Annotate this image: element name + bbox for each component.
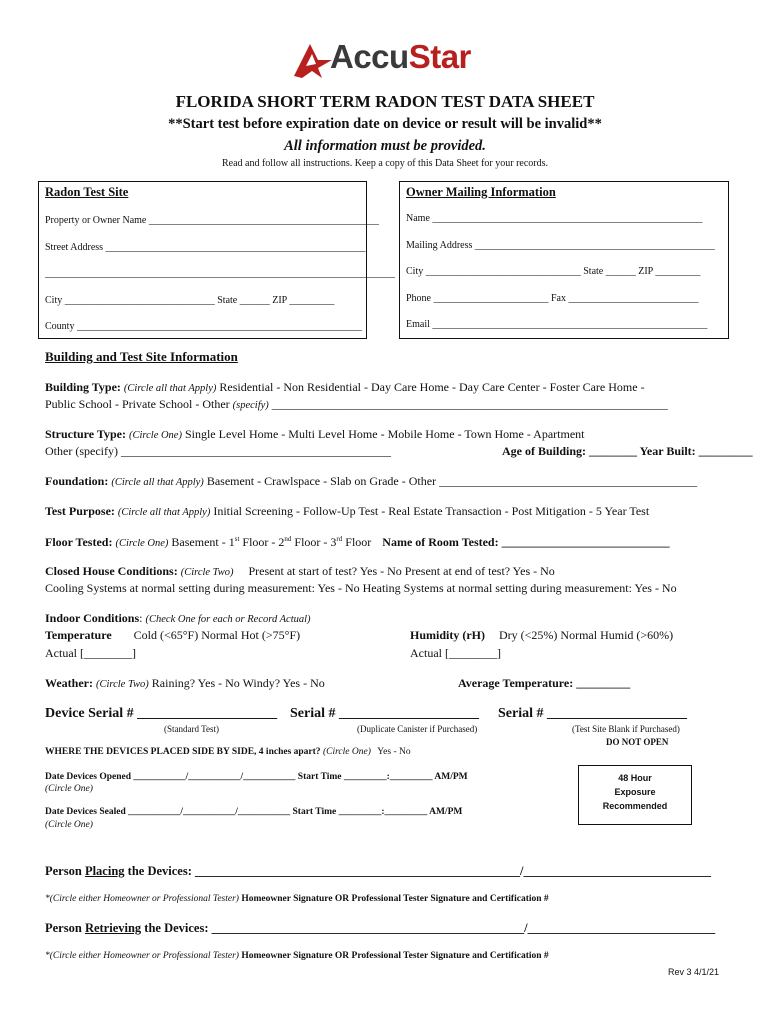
age-building-field[interactable]: Age of Building: ________ Year Built: _________ bbox=[502, 444, 753, 458]
foundation-options[interactable]: Basement - Crawlspace - Slab on Grade - Other ___________________________________________ bbox=[206, 474, 698, 488]
floor-options[interactable]: Basement - 1st Floor - 2nd Floor - 3rd Floor bbox=[171, 535, 372, 549]
property-owner-name-field[interactable]: Property or Owner Name ______________________________________________ bbox=[45, 215, 379, 226]
average-temperature-field[interactable]: Average Temperature: _________ bbox=[458, 676, 631, 690]
structure-type-options[interactable]: Single Level Home - Multi Level Home - Mobile Home - Town Home - Apartment bbox=[184, 427, 585, 441]
duplicate-canister-caption: (Duplicate Canister if Purchased) bbox=[357, 724, 478, 734]
revision-label: Rev 3 4/1/21 bbox=[668, 967, 720, 977]
building-section-heading: Building and Test Site Information bbox=[45, 349, 238, 364]
humidity-options[interactable]: Dry (<25%) Normal Humid (>60%) bbox=[499, 628, 674, 642]
building-type-row2: Public School - Private School - Other (specify) __________________________________________________________________ bbox=[45, 397, 668, 411]
radon-test-site-box bbox=[38, 181, 395, 339]
temperature-row: Temperature Cold (<65°F) Normal Hot (>75°F) bbox=[45, 628, 301, 642]
standard-test-caption: (Standard Test) bbox=[164, 724, 219, 734]
device-serial-2-field[interactable]: Serial # ____________________ bbox=[290, 706, 479, 721]
floor-tested-row: Floor Tested: (Circle One) Basement - 1st Floor - 2nd Floor - 3rd Floor Name of Room Tested: ____________________________ bbox=[45, 535, 670, 549]
county-field[interactable]: County _________________________________________________________ bbox=[45, 321, 362, 332]
test-purpose-row: Test Purpose: (Circle all that Apply) Initial Screening - Follow-Up Test - Real Estate Transaction - Post Mitigation - 5 Year Test bbox=[45, 504, 650, 518]
device-serial-3-field[interactable]: Serial # ____________________ bbox=[498, 706, 687, 721]
person-placing-field[interactable]: Person Placing the Devices: ____________________________________________________/______________________________ bbox=[45, 864, 711, 878]
humidity-actual-field[interactable]: Actual [________] bbox=[410, 646, 501, 660]
building-type-row: Building Type: (Circle all that Apply) Residential - Non Residential - Day Care Home - Day Care Center - Foster Care Home - bbox=[45, 380, 645, 394]
owner-mailing-heading: Owner Mailing Information bbox=[406, 185, 556, 199]
phone-fax-field[interactable]: Phone _______________________ Fax __________________________ bbox=[406, 293, 699, 304]
placing-signature-note: *(Circle either Homeowner or Professional Tester) Homeowner Signature OR Professional Tester Signature and Certification # bbox=[45, 894, 549, 904]
building-type-other-field[interactable]: __________________________________________________________________ bbox=[271, 397, 668, 411]
side-by-side-options[interactable]: Yes - No bbox=[377, 747, 411, 757]
sealed-circle-hint: (Circle One) bbox=[45, 820, 93, 830]
room-tested-field[interactable]: Name of Room Tested: ____________________________ bbox=[382, 535, 670, 549]
logo-wordmark: AccuStar bbox=[330, 38, 471, 75]
date-opened-field[interactable]: Date Devices Opened ___________/___________/___________ Start Time _________:_________ AM/PM bbox=[45, 772, 468, 782]
owner-name-field[interactable]: Name ______________________________________________________ bbox=[406, 213, 703, 224]
street-address-line2-field[interactable]: ______________________________________________________________________ bbox=[45, 268, 395, 279]
opened-circle-hint: (Circle One) bbox=[45, 784, 93, 794]
exposure-recommendation-box: 48 Hour Exposure Recommended bbox=[578, 765, 692, 825]
owner-mailing-box bbox=[399, 181, 729, 339]
closed-house-row: Closed House Conditions: (Circle Two) Present at start of test? Yes - No Present at end of test? Yes - No bbox=[45, 564, 555, 578]
person-retrieving-field[interactable]: Person Retrieving the Devices: __________________________________________________/______________________________ bbox=[45, 921, 716, 935]
accustar-logo bbox=[292, 40, 482, 80]
owner-city-state-zip-field[interactable]: City _______________________________ State ______ ZIP _________ bbox=[406, 266, 701, 277]
retrieving-signature-note: *(Circle either Homeowner or Professional Tester) Homeowner Signature OR Professional Tester Signature and Certification # bbox=[45, 951, 549, 961]
foundation-row: Foundation: (Circle all that Apply) Basement - Crawlspace - Slab on Grade - Other ___________________________________________ bbox=[45, 474, 698, 488]
test-site-blank-caption: (Test Site Blank if Purchased) bbox=[572, 724, 680, 734]
device-serial-1-field[interactable]: Device Serial # ____________________ bbox=[45, 706, 278, 721]
page-title: FLORIDA SHORT TERM RADON TEST DATA SHEET bbox=[175, 92, 595, 111]
instructions-text: Read and follow all instructions. Keep a copy of this Data Sheet for your records. bbox=[221, 158, 549, 169]
date-sealed-field[interactable]: Date Devices Sealed ___________/___________/___________ Start Time _________:_________ AM/PM bbox=[45, 807, 463, 817]
street-address-field[interactable]: Street Address ____________________________________________________ bbox=[45, 242, 366, 253]
do-not-open-label: DO NOT OPEN bbox=[606, 737, 669, 747]
indoor-conditions-row: Indoor Conditions: (Check One for each or Record Actual) bbox=[45, 611, 311, 625]
structure-type-row: Structure Type: (Circle One) Single Level Home - Multi Level Home - Mobile Home - Town Home - Apartment bbox=[45, 427, 585, 441]
side-by-side-row: WHERE THE DEVICES PLACED SIDE BY SIDE, 4 inches apart? (Circle One) Yes - No bbox=[45, 747, 411, 757]
weather-options[interactable]: Raining? Yes - No Windy? Yes - No bbox=[151, 676, 325, 690]
mailing-address-field[interactable]: Mailing Address ________________________________________________ bbox=[406, 240, 715, 251]
building-type-options-2[interactable]: Public School - Private School - Other bbox=[45, 397, 230, 411]
temperature-actual-field[interactable]: Actual [________] bbox=[45, 646, 136, 660]
weather-row: Weather: (Circle Two) Raining? Yes - No Windy? Yes - No bbox=[45, 676, 325, 690]
expiration-warning: **Start test before expiration date on device or result will be invalid** bbox=[168, 116, 602, 132]
building-type-options[interactable]: Residential - Non Residential - Day Care Home - Day Care Center - Foster Care Home - bbox=[219, 380, 645, 394]
radon-test-site-heading: Radon Test Site bbox=[45, 185, 129, 199]
all-info-notice: All information must be provided. bbox=[284, 138, 486, 154]
site-city-state-zip-field[interactable]: City ______________________________ State ______ ZIP _________ bbox=[45, 295, 335, 306]
test-purpose-options[interactable]: Initial Screening - Follow-Up Test - Real Estate Transaction - Post Mitigation - 5 Year Test bbox=[213, 504, 650, 518]
email-field[interactable]: Email _______________________________________________________ bbox=[406, 319, 708, 330]
star-icon bbox=[292, 40, 334, 80]
temperature-options[interactable]: Cold (<65°F) Normal Hot (>75°F) bbox=[133, 628, 301, 642]
humidity-row: Humidity (rH) Dry (<25%) Normal Humid (>60%) bbox=[410, 628, 674, 642]
structure-other-field[interactable]: Other (specify) _____________________________________________ bbox=[45, 444, 391, 458]
closed-house-options[interactable]: Present at start of test? Yes - No Present at end of test? Yes - No bbox=[248, 564, 555, 578]
cooling-heating-row[interactable]: Cooling Systems at normal setting during measurement: Yes - No Heating Systems at normal setting during measurement: Yes - No bbox=[45, 581, 677, 595]
